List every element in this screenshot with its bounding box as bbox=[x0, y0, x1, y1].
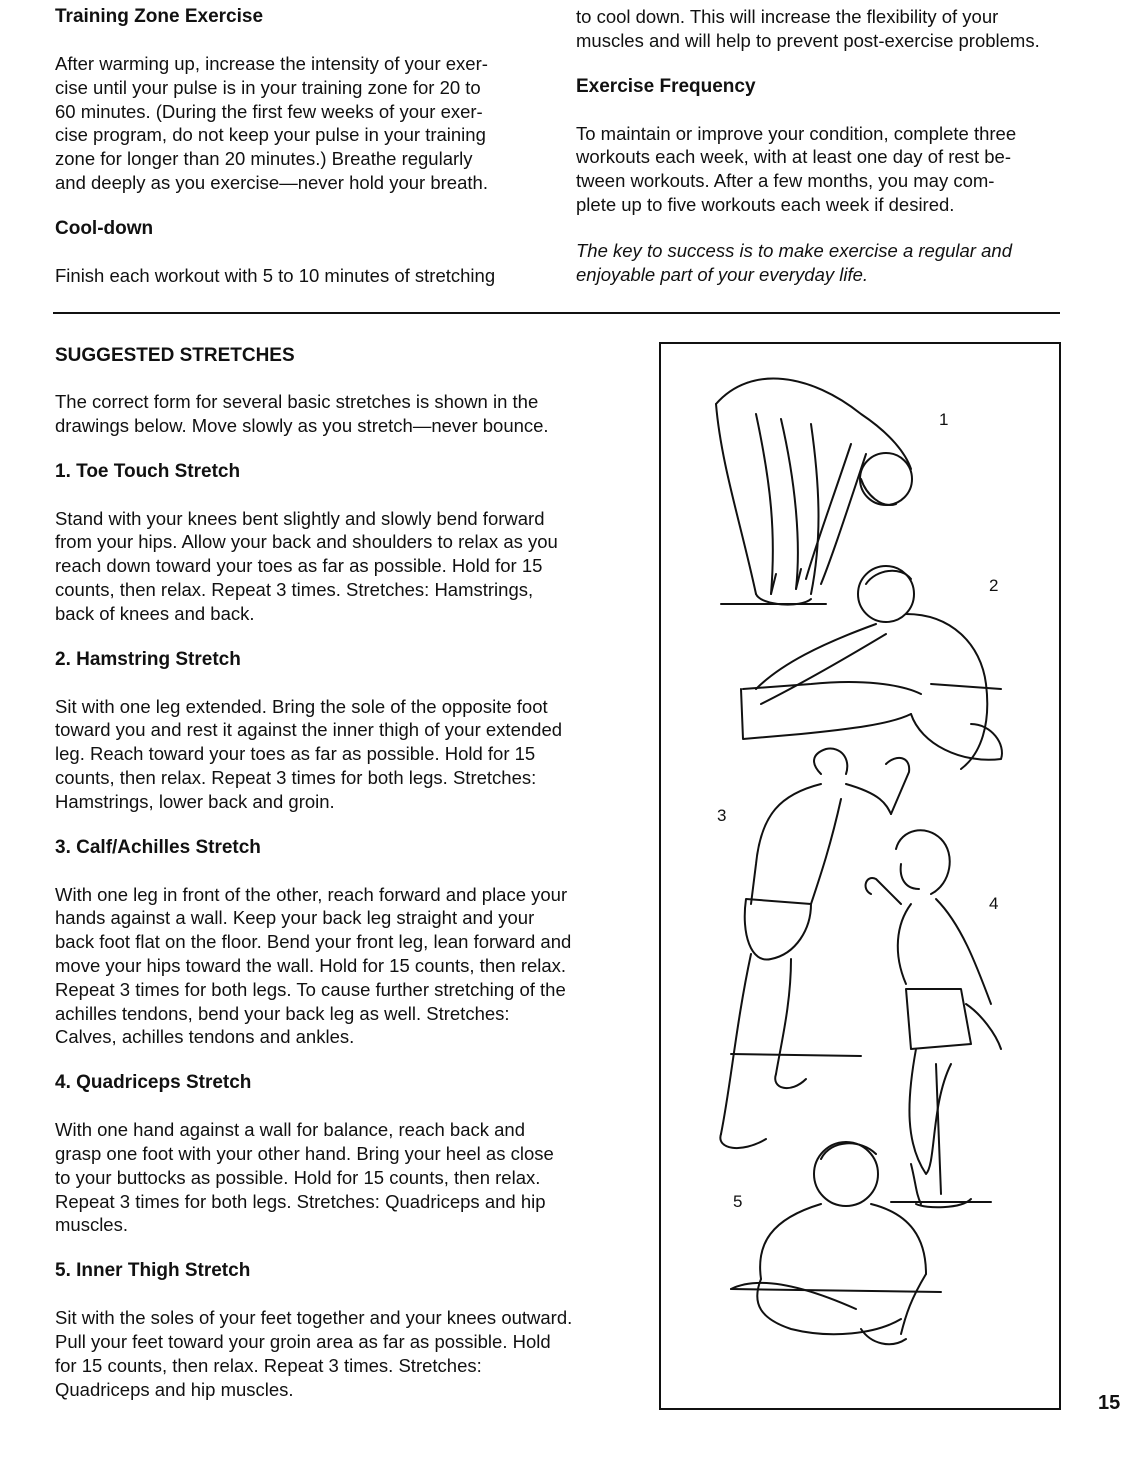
stretch-4-heading: 4. Quadriceps Stretch bbox=[55, 1072, 252, 1094]
toe-touch-figure bbox=[716, 379, 912, 605]
stretch-4-body bbox=[55, 1118, 635, 1237]
text-line: to cool down. This will increase the flexibility of your bbox=[576, 6, 999, 27]
text-line: muscles. bbox=[55, 1214, 128, 1236]
text-line: Stand with your knees bent slightly and slowly bend forward bbox=[55, 507, 545, 529]
key-to-success-note bbox=[576, 239, 1066, 287]
stretch-5-body bbox=[55, 1306, 635, 1401]
quadriceps-stretch-figure bbox=[866, 830, 1001, 1207]
text-line: to your buttocks as possible. Hold for 15 counts, then relax. bbox=[55, 1166, 541, 1188]
text-line: workouts each week, with at least one day of rest be- bbox=[576, 146, 1011, 168]
text-line: counts, then relax. Repeat 3 times. Stretches: Hamstrings, bbox=[55, 578, 534, 600]
text-line: Sit with the soles of your feet together and your knees outward. bbox=[55, 1307, 573, 1329]
stretch-1-body bbox=[55, 507, 635, 626]
text-line: move your hips toward the wall. Hold for 15 counts, then relax. bbox=[55, 954, 567, 976]
text-line: counts, then relax. Repeat 3 times for both legs. Stretches: bbox=[55, 766, 537, 788]
text-line: and deeply as you exercise—never hold your breath. bbox=[55, 171, 488, 193]
text-line: from your hips. Allow your back and shoulders to relax as you bbox=[55, 531, 558, 553]
text-line: Finish each workout with 5 to 10 minutes of stretching bbox=[55, 264, 496, 286]
stretch-2-body bbox=[55, 695, 635, 814]
cool-down-continued bbox=[576, 5, 1066, 53]
text-line: enjoyable part of your everyday life. bbox=[576, 263, 869, 285]
figure-label-2: 2 bbox=[989, 576, 999, 595]
text-line: grasp one foot with your other hand. Bring your heel as close bbox=[55, 1142, 554, 1164]
hamstring-stretch-figure bbox=[741, 566, 1002, 769]
text-line: achilles tendons, bend your back leg as well. Stretches: bbox=[55, 1002, 510, 1024]
text-line: muscles and will help to prevent post-exercise problems. bbox=[576, 29, 1040, 51]
stretch-3-heading: 3. Calf/Achilles Stretch bbox=[55, 836, 261, 858]
cool-down-heading: Cool-down bbox=[55, 217, 154, 239]
text-line: for 15 counts, then relax. Repeat 3 times. Stretches: bbox=[55, 1354, 482, 1376]
text-line: toward you and rest it against the inner thigh of your extended bbox=[55, 719, 563, 741]
text-line: Repeat 3 times for both legs. Stretches: Quadriceps and hip bbox=[55, 1190, 546, 1212]
text-line: Calves, achilles tendons and ankles. bbox=[55, 1026, 355, 1048]
figure-label-3: 3 bbox=[717, 806, 727, 825]
text-line: drawings below. Move slowly as you stretch—never bounce. bbox=[55, 414, 549, 436]
text-line: zone for longer than 20 minutes.) Breathe regularly bbox=[55, 148, 473, 170]
text-line: plete up to five workouts each week if desired. bbox=[576, 193, 955, 215]
text-line: cise program, do not keep your pulse in your training bbox=[55, 124, 486, 146]
text-line: Quadriceps and hip muscles. bbox=[55, 1378, 294, 1400]
text-line: With one hand against a wall for balance, reach back and bbox=[55, 1119, 525, 1141]
text-line: Hamstrings, lower back and groin. bbox=[55, 790, 335, 812]
text-line: tween workouts. After a few months, you may com- bbox=[576, 170, 995, 192]
training-zone-heading: Training Zone Exercise bbox=[55, 6, 264, 27]
text-line: back of knees and back. bbox=[55, 602, 255, 624]
exercise-frequency-heading: Exercise Frequency bbox=[576, 75, 756, 97]
section-divider bbox=[53, 312, 1060, 314]
text-line: back foot flat on the floor. Bend your front leg, lean forward and bbox=[55, 931, 572, 953]
stretches-intro bbox=[55, 390, 635, 438]
figure-label-1: 1 bbox=[939, 410, 949, 429]
text-line: The correct form for several basic stretches is shown in the bbox=[55, 391, 539, 412]
text-line: leg. Reach toward your toes as far as possible. Hold for 15 bbox=[55, 743, 536, 765]
stretch-2-heading: 2. Hamstring Stretch bbox=[55, 648, 241, 670]
top-left-column bbox=[55, 5, 545, 288]
text-line: hands against a wall. Keep your back leg straight and your bbox=[55, 907, 535, 929]
text-line: The key to success is to make exercise a regular and bbox=[576, 239, 1012, 261]
text-line: To maintain or improve your condition, complete three bbox=[576, 122, 1017, 144]
text-line: Pull your feet toward your groin area as far as possible. Hold bbox=[55, 1330, 551, 1352]
text-line: Repeat 3 times for both legs. To cause further stretching of the bbox=[55, 978, 566, 1000]
text-line: 60 minutes. (During the first few weeks of your exer- bbox=[55, 100, 483, 122]
stretches-heading: SUGGESTED STRETCHES bbox=[55, 345, 295, 366]
figure-label-5: 5 bbox=[733, 1192, 743, 1211]
stretch-1-heading: 1. Toe Touch Stretch bbox=[55, 460, 241, 482]
calf-achilles-figure bbox=[720, 749, 909, 1148]
text-line: reach down toward your toes as far as possible. Hold for 15 bbox=[55, 555, 543, 577]
text-line: With one leg in front of the other, reach forward and place your bbox=[55, 883, 568, 905]
top-right-column bbox=[576, 5, 1066, 286]
page-number: 15 bbox=[1098, 1392, 1121, 1414]
text-line: cise until your pulse is in your training zone for 20 to bbox=[55, 76, 481, 98]
text-line: After warming up, increase the intensity of your exer- bbox=[55, 53, 488, 74]
training-zone-body bbox=[55, 52, 545, 195]
text-line: Sit with one leg extended. Bring the sole of the opposite foot bbox=[55, 695, 548, 717]
inner-thigh-stretch-figure bbox=[731, 1142, 941, 1344]
stretch-illustrations bbox=[659, 342, 1061, 1410]
stretches-column bbox=[55, 344, 635, 1401]
stretch-3-body bbox=[55, 883, 635, 1050]
figure-label-4: 4 bbox=[989, 894, 999, 913]
stretch-5-heading: 5. Inner Thigh Stretch bbox=[55, 1260, 251, 1282]
cool-down-body bbox=[55, 264, 545, 288]
exercise-frequency-body bbox=[576, 122, 1066, 217]
